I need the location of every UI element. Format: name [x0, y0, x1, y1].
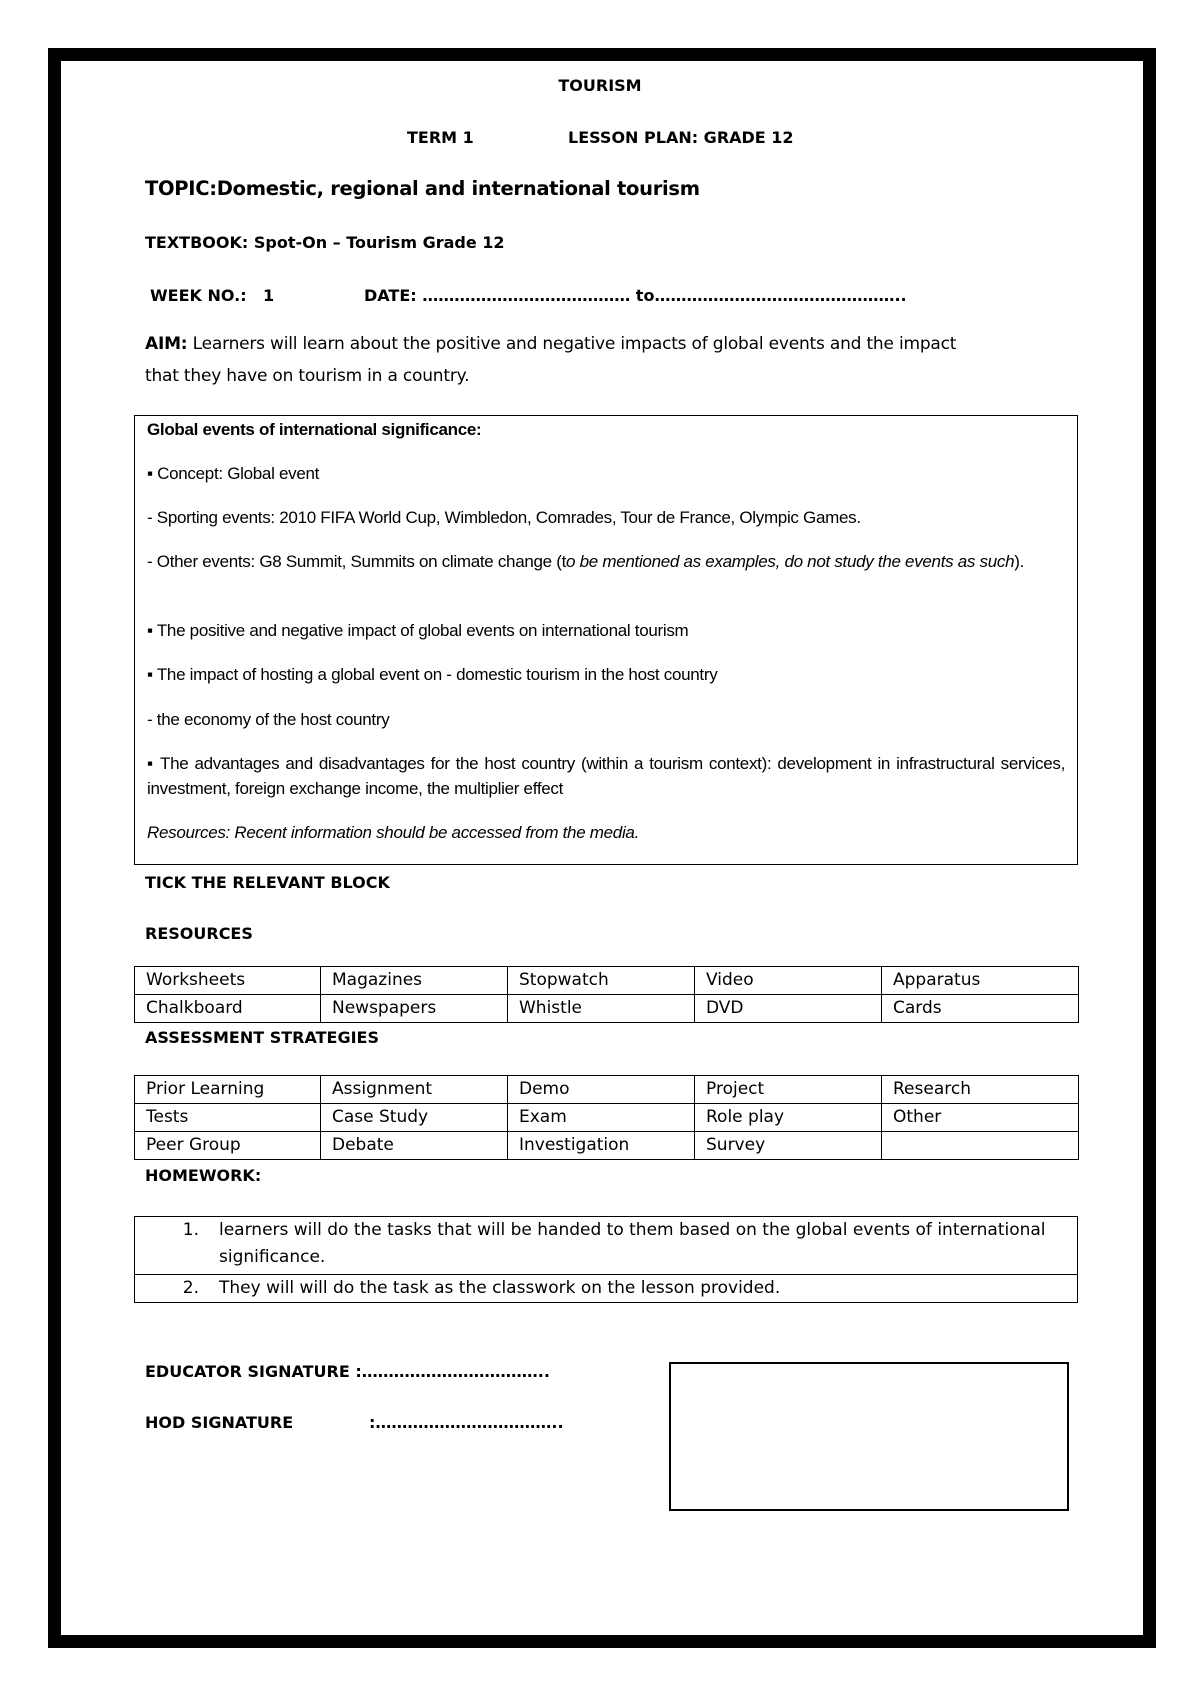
homework-text: They will will do the task as the classwork on the lesson provided. [219, 1278, 781, 1298]
textbook-label: TEXTBOOK: Spot-On – Tourism Grade 12 [145, 233, 505, 252]
resources-note: Resources: Recent information should be accessed from the media. [147, 823, 640, 842]
table-row [135, 1132, 1079, 1160]
events-heading: Global events of international significance: [147, 420, 482, 439]
impact-hosting-item: ▪ The impact of hosting a global event on - domestic tourism in the host country [147, 665, 718, 684]
week-label: WEEK NO.: [150, 286, 247, 305]
assessment-cell[interactable]: Prior Learning [135, 1076, 321, 1104]
table-row [135, 995, 1079, 1023]
stamp-box [669, 1362, 1069, 1511]
table-row [135, 1275, 1078, 1303]
homework-label: HOMEWORK: [145, 1166, 262, 1185]
resources-table [134, 966, 1079, 1023]
resource-cell[interactable]: Stopwatch [508, 967, 695, 995]
assessment-cell[interactable]: Research [882, 1076, 1079, 1104]
economy-item: - the economy of the host country [147, 710, 390, 729]
week-value: 1 [263, 286, 275, 305]
homework-table [134, 1216, 1078, 1303]
assessment-cell[interactable]: Other [882, 1104, 1079, 1132]
advantages-item: ▪ The advantages and disadvantages for the host country (within a tourism context): development in infrastructural services, investment, foreign exchange income, the multiplier effect [147, 754, 1065, 798]
resource-cell[interactable]: Magazines [321, 967, 508, 995]
other-events-suffix: ). [1014, 552, 1025, 571]
assessment-cell[interactable]: Demo [508, 1076, 695, 1104]
assessment-cell[interactable]: Peer Group [135, 1132, 321, 1160]
table-row [135, 1076, 1079, 1104]
table-row [135, 967, 1079, 995]
resource-cell[interactable]: Worksheets [135, 967, 321, 995]
impact-international-item: ▪ The positive and negative impact of global events on international tourism [147, 621, 689, 640]
assessment-cell[interactable]: Debate [321, 1132, 508, 1160]
lesson-plan-label: LESSON PLAN: GRADE 12 [568, 128, 794, 147]
resource-cell[interactable]: Video [695, 967, 882, 995]
resources-label: RESOURCES [145, 924, 253, 943]
concept-item: ▪ Concept: Global event [147, 464, 320, 483]
assessment-table [134, 1075, 1079, 1160]
other-events-item [147, 549, 1065, 574]
resource-cell[interactable]: Cards [882, 995, 1079, 1023]
aim-line-1 [145, 334, 956, 354]
hod-signature-label: HOD SIGNATURE [145, 1413, 294, 1432]
homework-text: learners will do the tasks that will be handed to them based on the global events of international significance. [219, 1220, 1046, 1267]
homework-number: 1. [182, 1220, 199, 1240]
homework-number: 2. [182, 1278, 199, 1298]
aim-text-1: Learners will learn about the positive and negative impacts of global events and the impact [192, 334, 957, 354]
date-field: DATE: ………………………………… to……………………………………….. [364, 286, 907, 305]
other-events-prefix: - Other events: G8 Summit, Summits on climate change (t [147, 552, 567, 571]
table-row [135, 1217, 1078, 1275]
other-events-italic: o be mentioned as examples, do not study the events as such [566, 552, 1015, 571]
resource-cell[interactable]: DVD [695, 995, 882, 1023]
homework-item [135, 1217, 1077, 1271]
assessment-cell[interactable]: Assignment [321, 1076, 508, 1104]
topic-heading: TOPIC:Domestic, regional and international tourism [145, 177, 700, 200]
aim-text-2: that they have on tourism in a country. [145, 366, 470, 386]
assessment-cell[interactable]: Survey [695, 1132, 882, 1160]
assessment-cell[interactable]: Exam [508, 1104, 695, 1132]
resource-cell[interactable]: Whistle [508, 995, 695, 1023]
assessment-cell[interactable]: Investigation [508, 1132, 695, 1160]
hod-signature-line: :…………………………….. [369, 1413, 564, 1432]
homework-item [135, 1275, 1077, 1302]
assessment-cell[interactable]: Tests [135, 1104, 321, 1132]
term-label: TERM 1 [407, 128, 474, 147]
assessment-cell[interactable]: Case Study [321, 1104, 508, 1132]
educator-signature: EDUCATOR SIGNATURE :…………………………….. [145, 1362, 550, 1381]
resource-cell[interactable]: Chalkboard [135, 995, 321, 1023]
resource-cell[interactable]: Apparatus [882, 967, 1079, 995]
tick-instruction: TICK THE RELEVANT BLOCK [145, 873, 390, 892]
assessment-label: ASSESSMENT STRATEGIES [145, 1028, 379, 1047]
sporting-events-item: - Sporting events: 2010 FIFA World Cup, Wimbledon, Comrades, Tour de France, Olympic Games. [147, 508, 861, 527]
aim-label: AIM: [145, 334, 188, 354]
assessment-cell[interactable]: Role play [695, 1104, 882, 1132]
assessment-cell[interactable]: Project [695, 1076, 882, 1104]
assessment-cell[interactable] [882, 1132, 1079, 1160]
resource-cell[interactable]: Newspapers [321, 995, 508, 1023]
subject-title: TOURISM [558, 76, 642, 95]
global-events-box [134, 415, 1078, 865]
table-row [135, 1104, 1079, 1132]
